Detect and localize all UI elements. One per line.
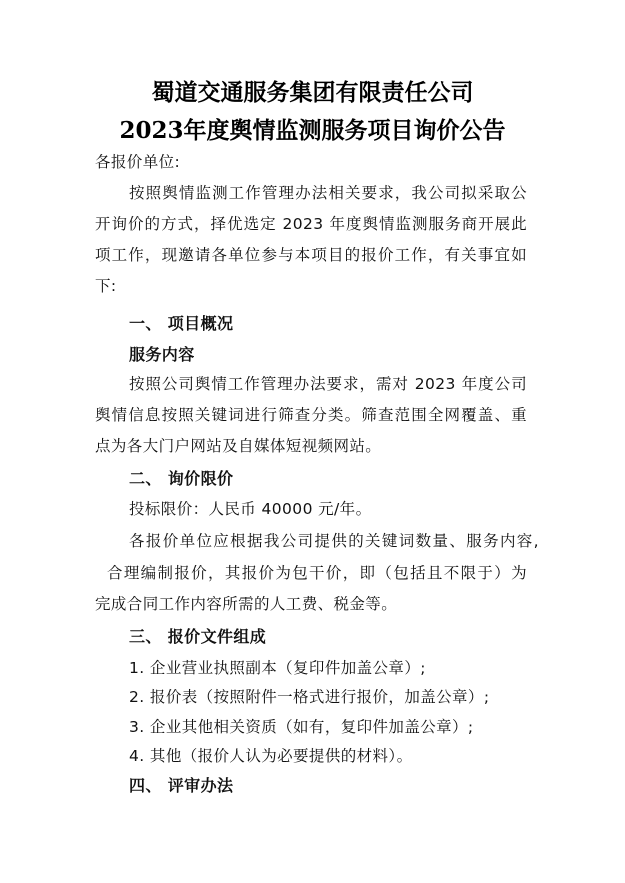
salutation: 各报价单位:: [95, 153, 181, 171]
intro-line: 下:: [95, 277, 117, 295]
section1-body-line: 按照公司舆情工作管理办法要求，需对 2023 年度公司: [129, 375, 527, 393]
intro-line: 开询价的方式，择优选定 2023 年度舆情监测服务商开展此: [95, 215, 527, 233]
section2-body-line: 合理编制报价，其报价为包干价，即（包括且不限于）为: [107, 564, 527, 582]
section1-body-line: 舆情信息按照关键词进行筛查分类。筛查范围全网覆盖、重: [95, 406, 527, 424]
section1-heading: 一、 项目概况: [129, 314, 234, 333]
document-title-line1: 蜀道交通服务集团有限责任公司: [151, 79, 474, 106]
section3-item: 4. 其他（报价人认为必要提供的材料）。: [129, 747, 413, 765]
section3-item: 3. 企业其他相关资质（如有，复印件加盖公章）;: [129, 718, 474, 736]
intro-line: 项工作，现邀请各单位参与本项目的报价工作，有关事宜如: [95, 246, 527, 264]
section3-heading: 三、 报价文件组成: [129, 627, 267, 646]
section3-item: 2. 报价表（按照附件一格式进行报价，加盖公章）;: [129, 688, 490, 706]
intro-line: 按照舆情监测工作管理办法相关要求，我公司拟采取公: [129, 184, 527, 202]
section2-heading: 二、 询价限价: [129, 469, 234, 488]
price-limit-line: 投标限价：人民币 40000 元/年。: [129, 500, 372, 518]
section4-heading: 四、 评审办法: [129, 776, 234, 795]
section2-body-line: 各报价单位应根据我公司提供的关键词数量、服务内容,: [129, 532, 539, 550]
section1-subheading: 服务内容: [129, 345, 195, 364]
section1-body-line: 点为各大门户网站及自媒体短视频网站。: [95, 437, 382, 455]
section3-item: 1. 企业营业执照副本（复印件加盖公章）;: [129, 659, 426, 677]
section2-body-line: 完成合同工作内容所需的人工费、税金等。: [95, 595, 398, 613]
document-title-line2: 2023年度舆情监测服务项目询价公告: [119, 117, 506, 144]
